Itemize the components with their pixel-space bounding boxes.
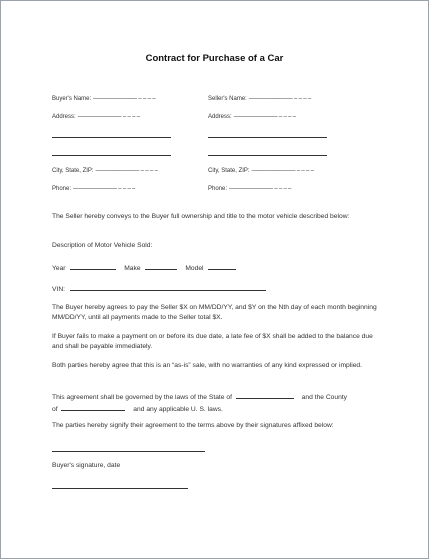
buyer-name-blank: ———————– – – – – — [93, 96, 156, 102]
seller-address-label: Address: — [208, 114, 232, 120]
buyer-address-blank: ———————– – – – – — [77, 114, 140, 120]
seller-name-row — [208, 84, 338, 102]
seller-phone-label: Phone: — [208, 186, 228, 192]
seller-address-line2-blank — [208, 137, 327, 138]
late-fee-paragraph: If Buyer fails to make a payment on or before its due date, a late fee of $X shall be added to the balance due and shall be payable immediately. — [52, 333, 373, 350]
convey-paragraph: The Seller hereby conveys to the Buyer full ownership and title to the motor vehicle described below: — [52, 213, 350, 220]
buyer-address-label: Address: — [52, 114, 76, 120]
make-blank — [145, 262, 177, 270]
seller-address-line-2 — [208, 120, 338, 138]
seller-address-row — [208, 102, 338, 120]
buyer-signature-line — [52, 488, 188, 489]
year-blank — [70, 262, 116, 270]
buyer-info-block — [52, 84, 182, 192]
governed-text-1: This agreement shall be governed by the laws of the State of — [52, 394, 232, 401]
seller-address-line3-blank — [208, 155, 327, 156]
seller-city-blank: ———————– – – – – — [251, 168, 314, 174]
state-blank — [236, 391, 294, 399]
buyer-name-row — [52, 84, 182, 102]
year-label: Year — [52, 265, 66, 272]
buyer-name-label: Buyer's Name: — [52, 96, 92, 102]
description-heading: Description of Motor Vehicle Sold: — [52, 242, 153, 249]
payment-paragraph: The Buyer hereby agrees to pay the Seller $X on MM/DD/YY, and $Y on the Nth day of each month beginning MM/DD/YY, until all payments made to the Seller total $X. — [52, 304, 377, 321]
buyer-address-line-2 — [52, 120, 182, 138]
seller-city-row — [208, 156, 338, 174]
seller-name-label: Seller's Name: — [208, 96, 247, 102]
buyer-phone-row — [52, 174, 182, 192]
seller-phone-blank: ———————– – – – – — [229, 186, 292, 192]
governed-text-4: and any applicable U. S. laws. — [133, 405, 223, 413]
signify-paragraph: The parties hereby signify their agreement to the terms above by their signatures affixed below: — [52, 422, 334, 429]
vehicle-details-row — [52, 262, 382, 274]
buyer-phone-blank: ———————– – – – – — [73, 186, 136, 192]
seller-phone-row — [208, 174, 338, 192]
seller-signature-line — [52, 451, 205, 452]
governing-law-paragraph — [52, 391, 382, 414]
seller-info-block — [208, 84, 338, 192]
model-label: Model — [185, 265, 204, 272]
governed-text-3: of — [52, 405, 58, 413]
buyer-city-row — [52, 156, 182, 174]
county-blank — [61, 403, 125, 411]
model-blank — [208, 262, 236, 270]
buyer-city-blank: ———————– – – – – — [95, 168, 158, 174]
seller-address-line-3 — [208, 138, 338, 156]
buyer-address-row — [52, 102, 182, 120]
vin-label: VIN: — [52, 286, 66, 293]
governed-text-2: and the County — [301, 394, 348, 401]
buyer-address-line2-blank — [52, 137, 171, 138]
buyer-address-line3-blank — [52, 155, 171, 156]
as-is-paragraph: Both parties hereby agree that this is an “as-is” sale, with no warranties of any kind expressed or implied. — [52, 362, 363, 369]
document-title: Contract for Purchase of a Car — [145, 53, 284, 64]
buyer-phone-label: Phone: — [52, 186, 72, 192]
seller-city-label: City, State, ZIP: — [208, 168, 250, 174]
seller-name-blank: ———————– – – – – — [248, 96, 311, 102]
vin-row — [52, 283, 382, 295]
vin-blank — [70, 283, 266, 291]
buyer-city-label: City, State, ZIP: — [52, 168, 94, 174]
buyer-signature-label: Buyer's signature, date — [52, 462, 121, 469]
seller-address-blank: ———————– – – – – — [233, 114, 296, 120]
make-label: Make — [124, 265, 141, 272]
buyer-address-line-3 — [52, 138, 182, 156]
